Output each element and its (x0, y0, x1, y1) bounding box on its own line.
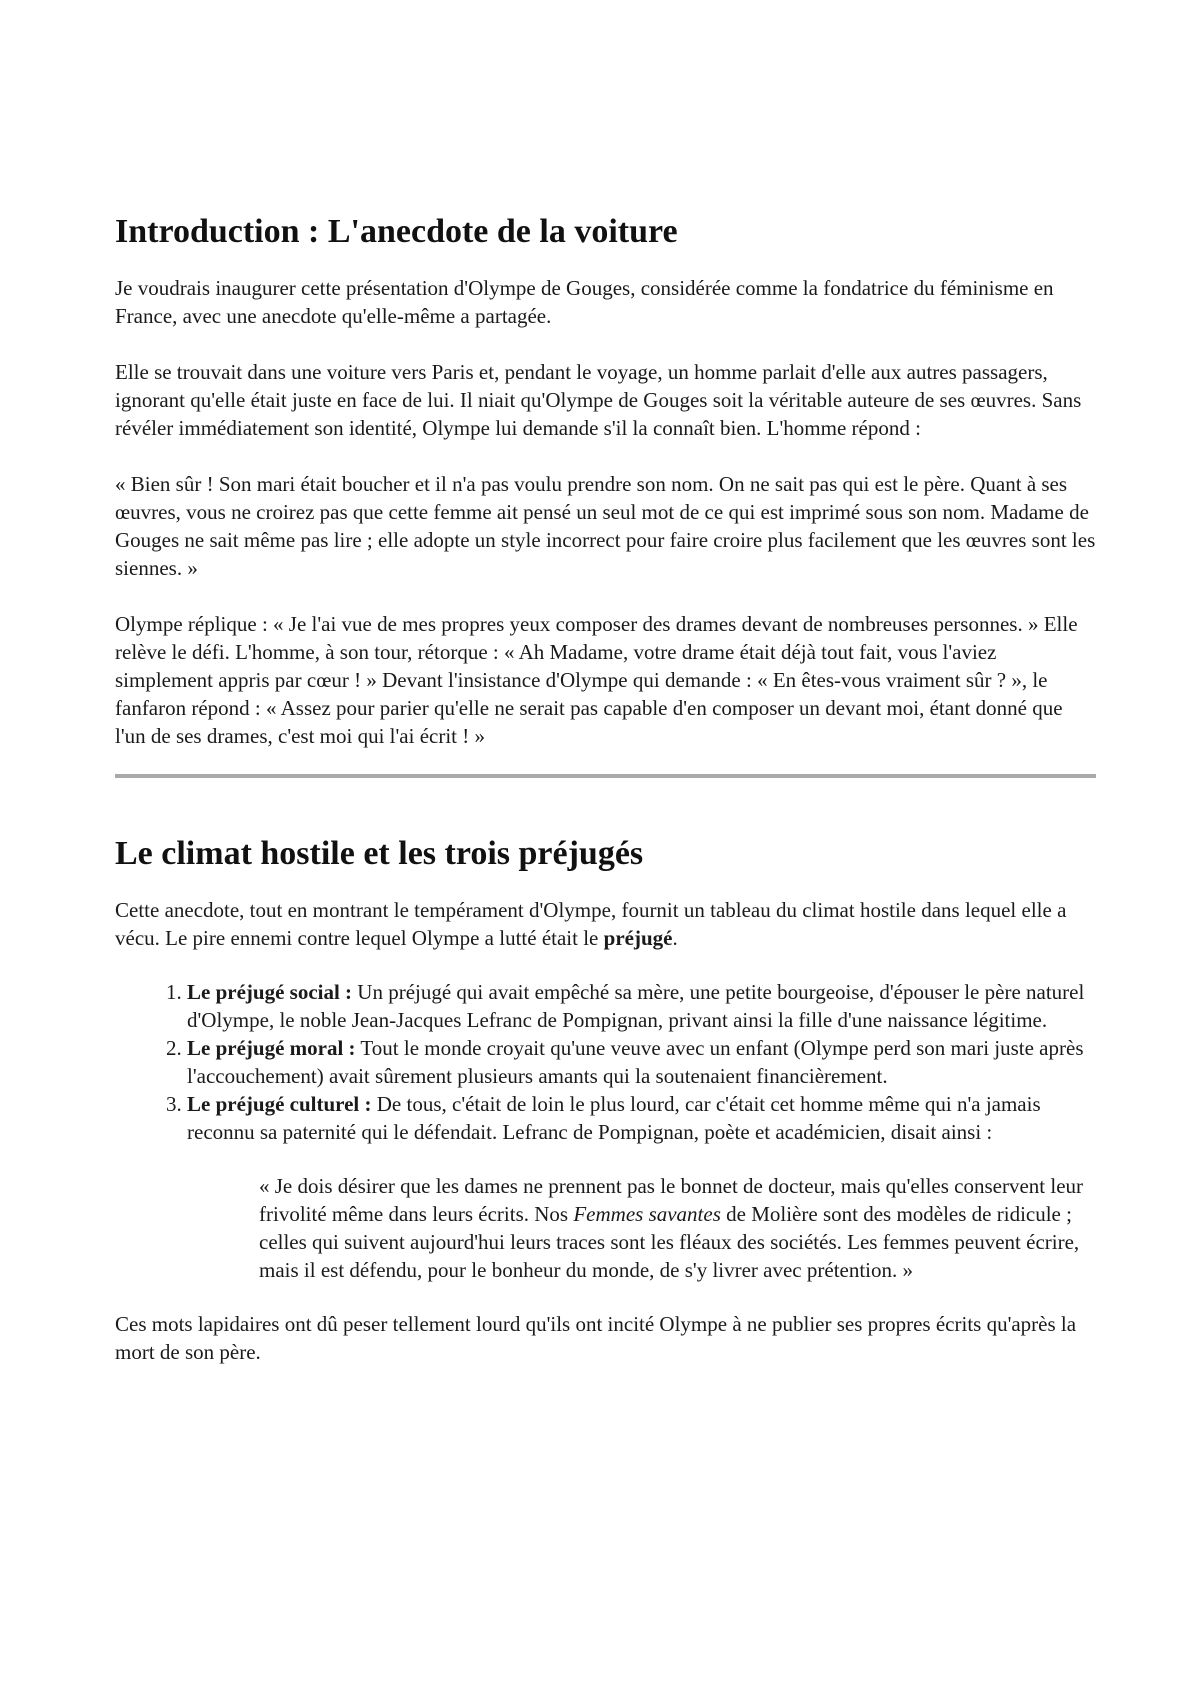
list-item-term: Le préjugé culturel : (187, 1092, 372, 1116)
prejudice-list (115, 978, 1096, 1284)
section2-paragraph-bold: préjugé (603, 926, 673, 950)
intro-paragraph-2: Elle se trouvait dans une voiture vers Paris et, pendant le voyage, un homme parlait d'elle aux autres passagers, ignorant qu'elle était juste en face de lui. Il niait qu'Olympe de Gouges soit la véritable auteure de ses œuvres. Sans révéler immédiatement son identité, Olympe lui demande s'il la connaît bien. L'homme répond : (115, 360, 1082, 440)
quote-italic-title: Femmes savantes (573, 1202, 721, 1226)
quote-text: « Je dois désirer que les dames ne prennent pas le bonnet de docteur, mais qu'elles conservent leur frivolité même dans leurs écrits. Nos (259, 1174, 1084, 1226)
section2-paragraph-text: Cette anecdote, tout en montrant le tempérament d'Olympe, fournit un tableau du climat hostile dans lequel elle a vécu. Le pire ennemi contre lequel Olympe a lutté était le (115, 898, 1067, 950)
section2-heading: Le climat hostile et les trois préjugés (115, 835, 644, 872)
intro-paragraph-1: Je voudrais inaugurer cette présentation d'Olympe de Gouges, considérée comme la fondatrice du féminisme en France, avec une anecdote qu'elle-même a partagée. (115, 276, 1054, 328)
intro-paragraph-4: Olympe réplique : « Je l'ai vue de mes propres yeux composer des drames devant de nombreuses personnes. » Elle relève le défi. L'homme, à son tour, rétorque : « Ah Madame, votre drame était déjà tout fait, vous l'aviez simplement appris par cœur ! » Devant l'insistance d'Olympe qui demande : « En êtes-vous vraiment sûr ? », le fanfaron répond : « Assez pour parier qu'elle ne serait pas capable d'en composer un devant moi, étant donné que l'un de ses drames, c'est moi qui l'ai écrit ! » (115, 612, 1078, 748)
list-item-social (187, 978, 1096, 1034)
list-item-term: Le préjugé moral : (187, 1036, 356, 1060)
list-item-term: Le préjugé social : (187, 980, 353, 1004)
closing-paragraph: Ces mots lapidaires ont dû peser tellement lourd qu'ils ont incité Olympe à ne publier ses propres écrits qu'après la mort de son père. (115, 1312, 1077, 1364)
list-item-text: De tous, c'était de loin le plus lourd, car c'était cet homme même qui n'a jamais reconnu sa paternité qui le défendait. Lefranc de Pompignan, poète et académicien, disait ainsi : (187, 1092, 1041, 1144)
intro-paragraph-3: « Bien sûr ! Son mari était boucher et il n'a pas voulu prendre son nom. On ne sait pas qui est le père. Quant à ses œuvres, vous ne croirez pas que cette femme ait pensé un seul mot de ce qui est imprimé sous son nom. Madame de Gouges ne sait même pas lire ; elle adopte un style incorrect pour faire croire plus facilement que les œuvres sont les siennes. » (115, 472, 1096, 580)
intro-heading: Introduction : L'anecdote de la voiture (115, 213, 678, 250)
pompignan-quote (187, 1172, 1096, 1284)
list-item-text: Tout le monde croyait qu'une veuve avec un enfant (Olympe perd son mari juste après l'accouchement) avait sûrement plusieurs amants qui la soutenaient financièrement. (187, 1036, 1084, 1088)
section2-paragraph-end: . (672, 926, 678, 950)
document-page (115, 212, 1096, 1394)
quote-text-end: de Molière sont des modèles de ridicule ; celles qui suivent aujourd'hui leurs traces sont les fléaux des sociétés. Les femmes peuvent écrire, mais il est défendu, pour le bonheur du monde, de s'y livrer avec prétention. » (259, 1202, 1080, 1282)
list-item-text: Un préjugé qui avait empêché sa mère, une petite bourgeoise, d'épouser le père naturel d'Olympe, le noble Jean-Jacques Lefranc de Pompignan, privant ainsi la fille d'une naissance légitime. (187, 980, 1085, 1032)
list-item-cultural (187, 1090, 1096, 1284)
list-item-moral (187, 1034, 1096, 1090)
section-divider (115, 774, 1096, 778)
section2-paragraph (115, 896, 1096, 952)
